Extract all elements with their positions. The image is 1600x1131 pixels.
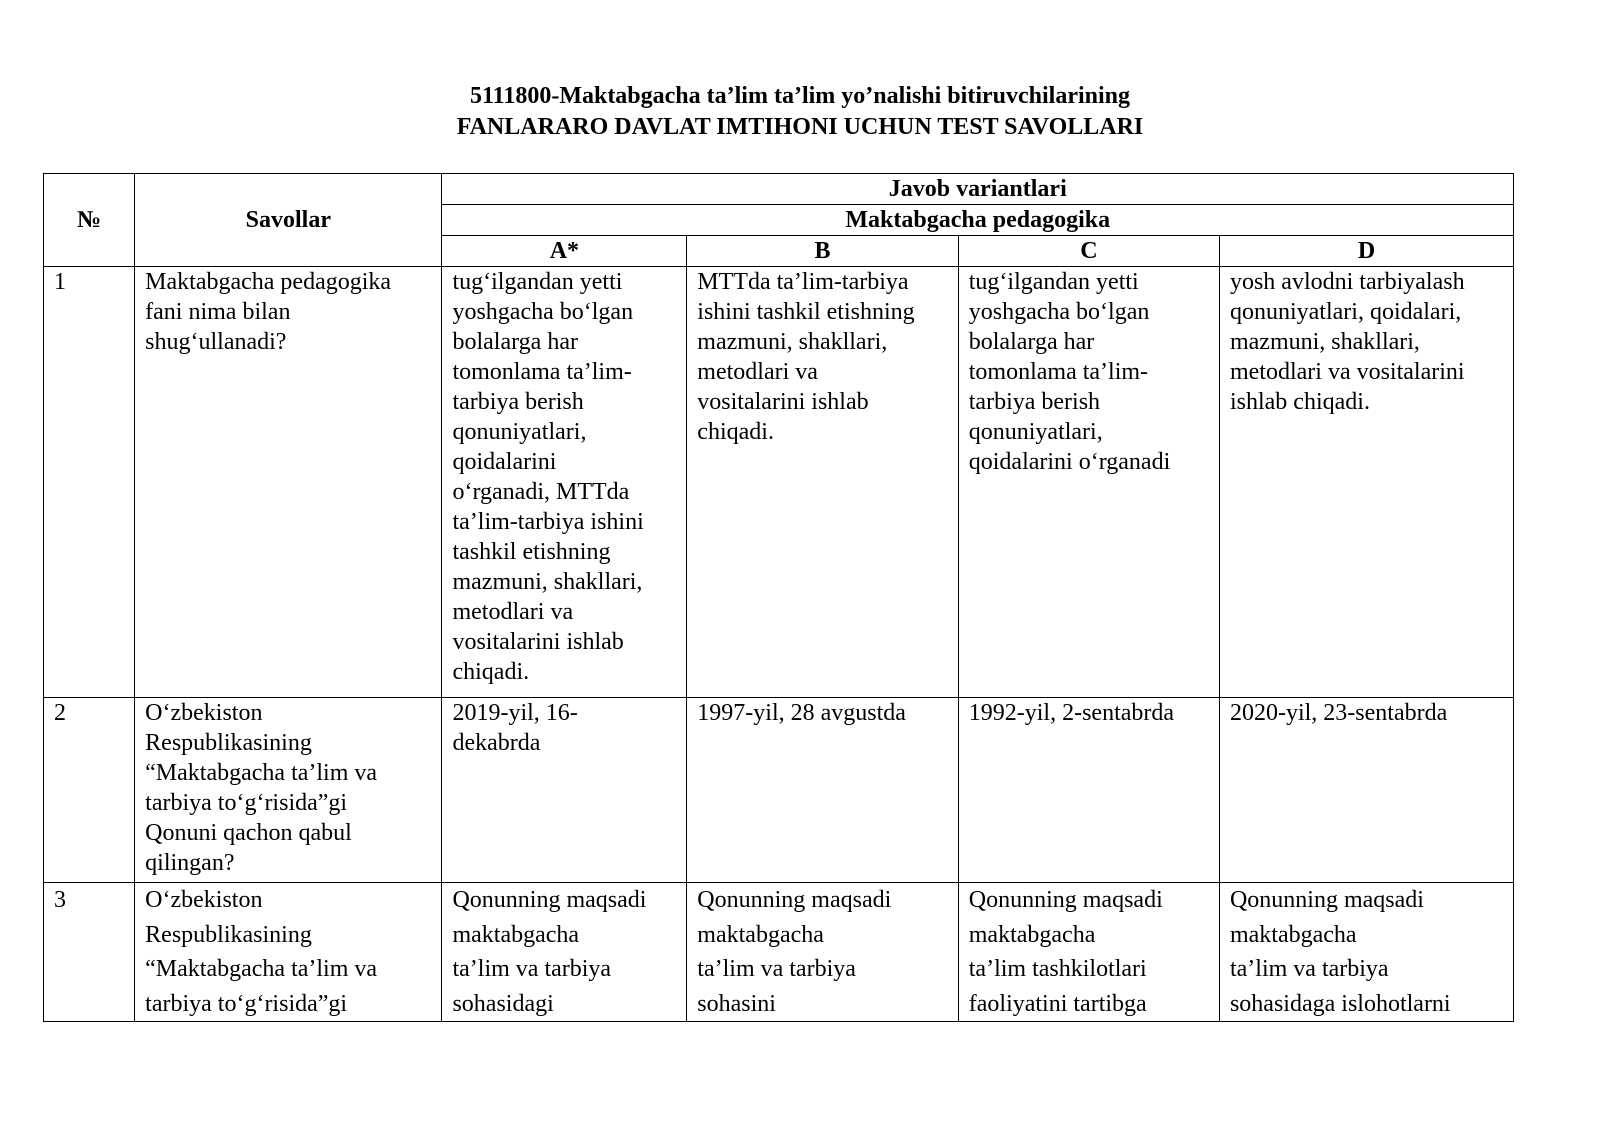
table-row xyxy=(44,267,1514,698)
option-header-a: A* xyxy=(442,236,687,267)
answer-option-c: Qonunning maqsadi maktabgacha ta’lim tashkilotlari faoliyatini tartibga xyxy=(958,883,1219,1022)
answer-option-b: MTTda ta’lim-tarbiya ishini tashkil etishning mazmuni, shakllari, metodlari va vositalarini ishlab chiqadi. xyxy=(687,267,958,698)
answer-option-d: yosh avlodni tarbiyalash qonuniyatlari, qoidalari, mazmuni, shakllari, metodlari va vositalarini ishlab chiqadi. xyxy=(1219,267,1513,698)
question-text: Maktabgacha pedagogika fani nima bilan shug‘ullanadi? xyxy=(135,267,442,698)
option-header-c: C xyxy=(958,236,1219,267)
answer-option-b: Qonunning maqsadi maktabgacha ta’lim va tarbiya sohasini xyxy=(687,883,958,1022)
question-text: O‘zbekiston Respublikasining “Maktabgacha ta’lim va tarbiya to‘g‘risida”gi xyxy=(135,883,442,1022)
column-header-questions: Savollar xyxy=(135,174,442,267)
question-text: O‘zbekiston Respublikasining “Maktabgacha ta’lim va tarbiya to‘g‘risida”gi Qonuni qachon qabul qilingan? xyxy=(135,698,442,883)
test-questions-table xyxy=(43,173,1514,1022)
table-row xyxy=(44,883,1514,1022)
option-header-b: B xyxy=(687,236,958,267)
table-row xyxy=(44,698,1514,883)
answer-option-c: tug‘ilgandan yetti yoshgacha bo‘lgan bolalarga har tomonlama ta’lim- tarbiya berish qonuniyatlari, qoidalarini o‘rganadi xyxy=(958,267,1219,698)
subject-header: Maktabgacha pedagogika xyxy=(442,205,1514,236)
option-header-d: D xyxy=(1219,236,1513,267)
answers-group-header: Javob variantlari xyxy=(442,174,1514,205)
answer-option-a: Qonunning maqsadi maktabgacha ta’lim va tarbiya sohasidagi xyxy=(442,883,687,1022)
answer-option-d: 2020-yil, 23-sentabrda xyxy=(1219,698,1513,883)
answer-option-a: tug‘ilgandan yetti yoshgacha bo‘lgan bolalarga har tomonlama ta’lim- tarbiya berish qonuniyatlari, qoidalarini o‘rganadi, MTTda ta’lim-tarbiya ishini tashkil etishning mazmuni, shakllari, metodlari va vositalarini ishlab chiqadi. xyxy=(442,267,687,698)
answer-option-a: 2019-yil, 16- dekabrda xyxy=(442,698,687,883)
column-header-number: № xyxy=(44,174,135,267)
answer-option-b: 1997-yil, 28 avgustda xyxy=(687,698,958,883)
answer-option-c: 1992-yil, 2-sentabrda xyxy=(958,698,1219,883)
question-number: 2 xyxy=(44,698,135,883)
answer-option-d: Qonunning maqsadi maktabgacha ta’lim va tarbiya sohasidaga islohotlarni xyxy=(1219,883,1513,1022)
question-number: 3 xyxy=(44,883,135,1022)
document-title-line-1: 5111800-Maktabgacha ta’lim ta’lim yo’nalishi bitiruvchilarining xyxy=(469,83,1131,109)
document-title-line-2: FANLARARO DAVLAT IMTIHONI UCHUN TEST SAVOLLARI xyxy=(456,114,1144,140)
question-number: 1 xyxy=(44,267,135,698)
